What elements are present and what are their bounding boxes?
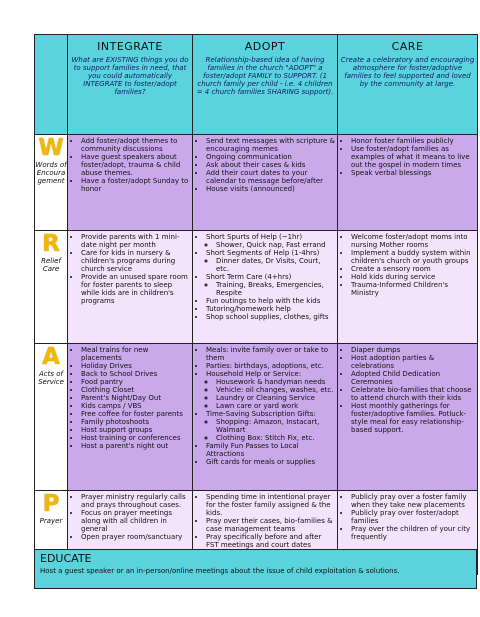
list-item: • Prayer ministry regularly calls and prays throughout cases. <box>81 493 190 509</box>
list-item: • Publicly pray over a foster family when they take new placements <box>351 493 475 509</box>
list-item: • Adopted Child Dedication Ceremonies <box>351 370 475 386</box>
list-item: • Household Help or Service: ◦ Housework & handyman needs ◦ Vehicle: oil changes, washes, etc. ◦ Laundry or Cleaning Service ◦ Lawn care or yard work <box>206 370 335 410</box>
row-word: Relief Care <box>41 257 61 273</box>
cell-care <box>338 344 478 491</box>
list-item: • Implement a buddy system within children's church or youth groups <box>351 249 475 265</box>
row-relief <box>35 231 478 344</box>
row-letter: W <box>38 135 64 161</box>
list-item: • Send text messages with scripture & encouraging memes <box>206 137 335 153</box>
educate-banner <box>34 549 477 589</box>
list-item: • Host support groups <box>81 426 190 434</box>
list-item: • Meals: invite family over or take to them <box>206 346 335 362</box>
list-item: • Food pantry <box>81 378 190 386</box>
header-integrate <box>68 35 193 135</box>
list-item: • Shop school supplies, clothes, gifts <box>206 313 335 321</box>
list-item: • Family photoshoots <box>81 418 190 426</box>
list-item: ◦ Lawn care or yard work <box>216 402 335 410</box>
list-item: • House visits (announced) <box>206 185 335 193</box>
list-item: • Pray specifically before and after FST meetings and court dates <box>206 533 335 549</box>
list-item: ◦ Training, Breaks, Emergencies, Respite <box>216 281 335 297</box>
row-label <box>35 135 68 231</box>
list-item: • Host training or conferences <box>81 434 190 442</box>
header-adopt <box>193 35 338 135</box>
list-item: • Host a parent's night out <box>81 442 190 450</box>
list-item: • Diaper dumps <box>351 346 475 354</box>
list-item: • Care for kids in nursery & children's programs during church service <box>81 249 190 273</box>
list-item: • Open prayer room/sanctuary <box>81 533 190 541</box>
list-item: • Back to School Drives <box>81 370 190 378</box>
list-item: ◦ Vehicle: oil changes, washes, etc. <box>216 386 335 394</box>
list-item: • Have guest speakers about foster/adopt, trauma & child abuse themes. <box>81 153 190 177</box>
list-item: • Clothing Closet <box>81 386 190 394</box>
list-item: • Focus on prayer meetings along with all children in general <box>81 509 190 533</box>
list-item: • Provide parents with 1 mini-date night per month <box>81 233 190 249</box>
list-item: • Tutoring/homework help <box>206 305 335 313</box>
cell-adopt <box>193 231 338 344</box>
row-letter: R <box>42 231 60 257</box>
list-item: • Spending time in intentional prayer for the foster family assigned & the kids. <box>206 493 335 517</box>
list-item: • Short Term Care (4+hrs) ◦ Training, Breaks, Emergencies, Respite <box>206 273 335 297</box>
column-subtitle: Relationship-based idea of having families in the church "ADOPT" a foster/adopt FAMILY to SUPPORT. (1 church family per child - i.e. 4 children = 4 church families SHARING support). <box>196 56 334 96</box>
list-item: • Create a sensory room <box>351 265 475 273</box>
cell-adopt <box>193 135 338 231</box>
list-item: • Ask about their cases & kids <box>206 161 335 169</box>
list-item: • Kids camps / VBS <box>81 402 190 410</box>
row-word: Prayer <box>39 517 63 525</box>
cell-integrate <box>68 231 193 344</box>
list-item: • Free coffee for foster parents <box>81 410 190 418</box>
list-item: ◦ Clothing Box: Stitch Fix, etc. <box>216 434 335 442</box>
list-item: ◦ Laundry or Cleaning Service <box>216 394 335 402</box>
row-letter: P <box>42 491 60 517</box>
cell-integrate <box>68 344 193 491</box>
list-item: • Family Fun Passes to Local Attractions <box>206 442 335 458</box>
list-item: • Time-Saving Subscription Gifts: ◦ Shopping: Amazon, Instacart, Walmart ◦ Clothing Box: Stitch Fix, etc. <box>206 410 335 442</box>
list-item: • Provide an unused spare room for foster parents to sleep while kids are in children's programs <box>81 273 190 305</box>
cell-care <box>338 231 478 344</box>
list-item: • Trauma-Informed Children's Ministry <box>351 281 475 297</box>
list-item: ◦ Dinner dates, Dr Visits, Court, etc. <box>216 257 335 273</box>
list-item: ◦ Housework & handyman needs <box>216 378 335 386</box>
list-item: • Have a foster/adopt Sunday to honor <box>81 177 190 193</box>
row-label <box>35 344 68 491</box>
header-care <box>338 35 478 135</box>
column-title: ADOPT <box>244 40 286 53</box>
list-item: • Holiday Drives <box>81 362 190 370</box>
wrap-table <box>34 34 478 575</box>
list-item: • Use foster/adopt families as examples of what it means to live out the gospel in modern times <box>351 145 475 169</box>
list-item: • Short Segments of Help (1-4hrs) ◦ Dinner dates, Dr Visits, Court, etc. <box>206 249 335 273</box>
list-item: • Meal trains for new placements <box>81 346 190 362</box>
list-item: • Add foster/adopt themes to community discussions <box>81 137 190 153</box>
header-row <box>35 35 478 135</box>
row-label <box>35 231 68 344</box>
list-item: • Welcome foster/adopt moms into nursing Mother rooms <box>351 233 475 249</box>
row-words <box>35 135 478 231</box>
cell-integrate <box>68 135 193 231</box>
list-item: • Pray over their cases, bio-families & case management teams <box>206 517 335 533</box>
list-item: • Parties: birthdays, adoptions, etc. <box>206 362 335 370</box>
row-word: Acts of Service <box>38 370 64 386</box>
list-item: ◦ Shower, Quick nap, Fast errand <box>216 241 335 249</box>
list-item: • Host monthly gatherings for foster/adoptive families. Potluck-style meal for easy relationship-based support. <box>351 402 475 434</box>
educate-text: Host a guest speaker or an in-person/online meetings about the issue of child exploitation & solutions. <box>40 567 400 575</box>
list-item: • Host adoption parties & celebrations <box>351 354 475 370</box>
column-subtitle: Create a celebratory and encouraging atmosphere for foster/adoptive families to feel supported and loved by the community at large. <box>340 56 475 88</box>
row-acts <box>35 344 478 491</box>
list-item: • Celebrate bio-families that choose to attend church with their kids <box>351 386 475 402</box>
cell-care <box>338 135 478 231</box>
corner-cell <box>35 35 68 135</box>
list-item: • Ongoing communication <box>206 153 335 161</box>
list-item: • Speak verbal blessings <box>351 169 475 177</box>
column-title: CARE <box>391 40 424 53</box>
list-item: • Honor foster families publicly <box>351 137 475 145</box>
row-letter: A <box>42 344 60 370</box>
column-subtitle: What are EXISTING things you do to support families in need, that you could automatically INTEGRATE to foster/adopt families? <box>71 56 189 96</box>
list-item: • Hold kids during service <box>351 273 475 281</box>
row-word: Words of Encoura gement <box>35 161 67 185</box>
list-item: • Fun outings to help with the kids <box>206 297 335 305</box>
column-title: INTEGRATE <box>97 40 163 53</box>
list-item: ◦ Shopping: Amazon, Instacart, Walmart <box>216 418 335 434</box>
wrap-chart <box>34 34 477 589</box>
list-item: • Add their court dates to your calendar to message before/after <box>206 169 335 185</box>
list-item: • Short Spurts of Help (~1hr) ◦ Shower, Quick nap, Fast errand <box>206 233 335 249</box>
list-item: • Parent's Night/Day Out <box>81 394 190 402</box>
educate-title: EDUCATE <box>40 552 92 565</box>
cell-adopt <box>193 344 338 491</box>
list-item: • Publicly pray over foster/adopt families <box>351 509 475 525</box>
list-item: • Gift cards for meals or supplies <box>206 458 335 466</box>
list-item: • Pray over the children of your city frequently <box>351 525 475 541</box>
